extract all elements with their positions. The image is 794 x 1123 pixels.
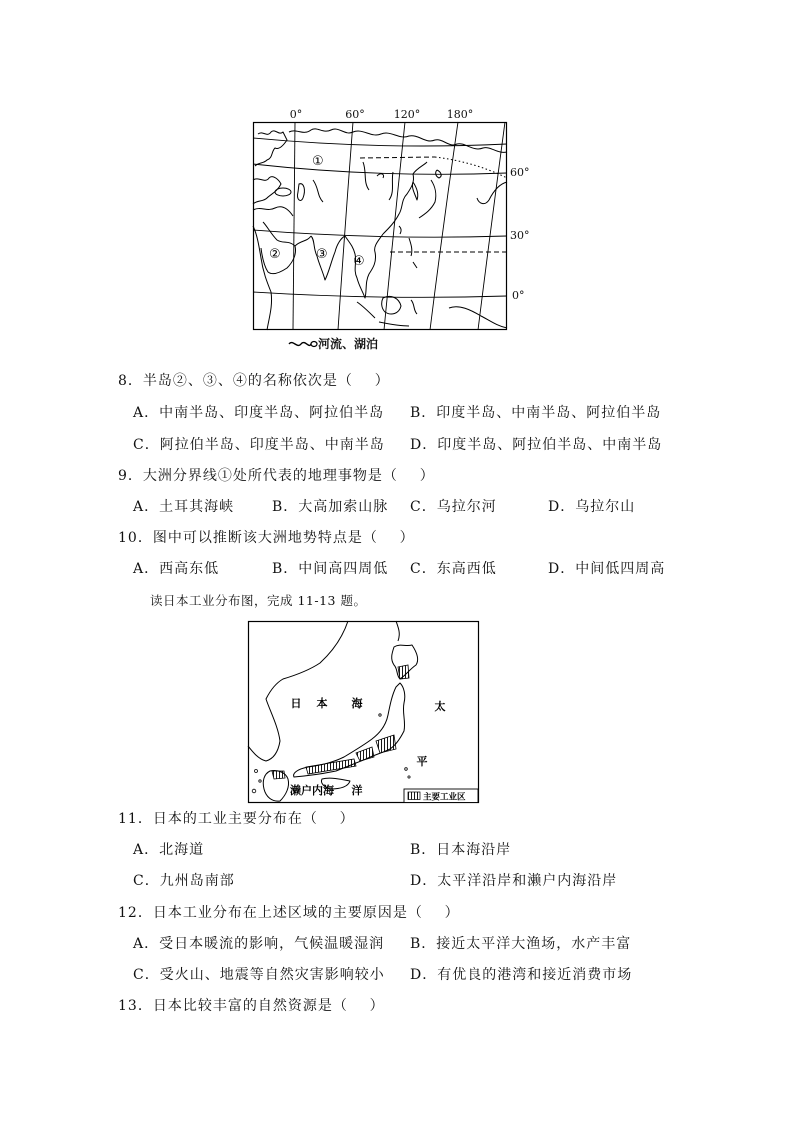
marker-2: ② [269, 247, 281, 262]
question-12-option-a: A．受日本暖流的影响，气候温暖湿润 [133, 936, 385, 952]
inland-sea-label: 濑户内海 [290, 784, 334, 797]
sea-label-ben: 本 [316, 697, 328, 710]
meridian-label-120: 120° [393, 108, 421, 121]
question-10-stem: 10．图中可以推断该大洲地势特点是（ ） [118, 530, 415, 546]
question-9-option-b: B．大高加索山脉 [272, 499, 389, 515]
japan-map-intro: 读日本工业分布图，完成 11-13 题。 [150, 593, 367, 608]
parallel-label-60: 60° [510, 166, 530, 179]
question-11-stem: 11．日本的工业主要分布在（ ） [118, 811, 355, 827]
meridian-label-180: 180° [446, 108, 474, 121]
map1-legend-label: 河流、湖泊 [318, 337, 379, 351]
industrial-zone-kitakyushu [272, 771, 285, 779]
sea-label-ri: 日 [290, 697, 302, 710]
question-8-option-d: D．印度半岛、阿拉伯半岛、中南半岛 [410, 437, 663, 453]
japan-industry-map [248, 621, 479, 803]
asia-map [253, 122, 507, 330]
question-11-option-b: B．日本海沿岸 [410, 842, 512, 858]
ocean-label-tai: 太 [434, 700, 446, 713]
meridian-label-0: 0° [289, 108, 303, 121]
map2-legend [404, 789, 478, 803]
question-8-option-c: C．阿拉伯半岛、印度半岛、中南半岛 [133, 437, 385, 453]
question-10-option-b: B．中间高四周低 [272, 561, 389, 577]
ocean-label-ping: 平 [416, 755, 428, 768]
question-11-option-c: C．九州岛南部 [133, 873, 235, 889]
legend-hatch-icon [408, 792, 420, 800]
industrial-zone-hokkaido [398, 665, 409, 679]
question-12-stem: 12．日本工业分布在上述区域的主要原因是（ ） [118, 905, 460, 921]
marker-3: ③ [316, 247, 328, 262]
question-13-stem: 13．日本比较丰富的自然资源是（ ） [118, 998, 385, 1014]
question-11-option-d: D．太平洋沿岸和濑户内海沿岸 [410, 873, 618, 889]
question-12-option-d: D．有优良的港湾和接近消费市场 [410, 967, 633, 983]
sea-label-hai: 海 [351, 697, 363, 710]
question-12-option-c: C．受火山、地震等自然灾害影响较小 [133, 967, 385, 983]
question-9-option-c: C．乌拉尔河 [410, 499, 497, 515]
question-10-option-d: D．中间低四周高 [548, 561, 666, 577]
question-9-stem: 9．大洲分界线①处所代表的地理事物是（ ） [118, 468, 435, 484]
legend-label: 主要工业区 [423, 792, 466, 803]
marker-4: ④ [353, 254, 365, 269]
parallel-label-30: 30° [510, 229, 530, 242]
parallel-label-0: 0° [512, 289, 525, 302]
question-8-stem: 8．半岛②、③、④的名称依次是（ ） [118, 373, 390, 389]
ocean-label-yang: 洋 [351, 784, 363, 797]
question-11-option-a: A．北海道 [133, 842, 205, 858]
question-10-option-a: A．西高东低 [133, 561, 220, 577]
question-12-option-b: B．接近太平洋大渔场，水产丰富 [410, 936, 632, 952]
question-8-option-a: A．中南半岛、印度半岛、阿拉伯半岛 [133, 405, 385, 421]
marker-1: ① [312, 154, 324, 169]
river-legend-icon [287, 338, 319, 350]
question-8-option-b: B．印度半岛、中南半岛、阿拉伯半岛 [410, 405, 662, 421]
question-9-option-d: D．乌拉尔山 [548, 499, 636, 515]
map-frame [254, 123, 507, 330]
question-10-option-c: C．东高西低 [410, 561, 497, 577]
question-9-option-a: A．土耳其海峡 [133, 499, 235, 515]
meridian-label-60: 60° [345, 108, 365, 121]
